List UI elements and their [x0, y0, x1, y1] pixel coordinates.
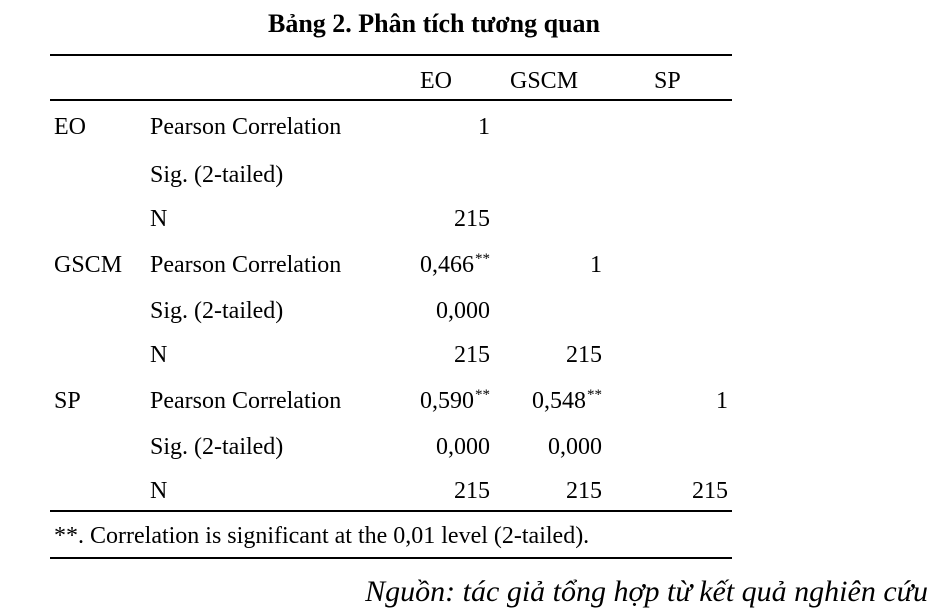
table-cell: 1: [590, 252, 602, 278]
row-label-eo: EO: [54, 114, 86, 140]
table-cell: 215: [692, 478, 728, 504]
significance-mark: **: [475, 387, 490, 403]
stat-label: Sig. (2-tailed): [150, 162, 284, 188]
row-label-sp: SP: [54, 388, 81, 414]
significance-mark: **: [475, 251, 490, 267]
table-title: Bảng 2. Phân tích tương quan: [268, 9, 600, 38]
table-cell: 0,000: [436, 434, 490, 460]
stat-label: Pearson Correlation: [150, 252, 342, 278]
table-cell: 0,000: [548, 434, 602, 460]
table-cell: 215: [454, 206, 490, 232]
table-cell: 0,466**: [420, 251, 490, 278]
table-cell: 1: [478, 114, 490, 140]
stat-label: Pearson Correlation: [150, 114, 342, 140]
column-header-gscm: GSCM: [510, 68, 579, 94]
table-bottom-rule: [50, 510, 732, 512]
table-top-rule: [50, 54, 732, 56]
table-cell: 215: [454, 342, 490, 368]
table-cell: 215: [566, 478, 602, 504]
stat-label: N: [150, 206, 168, 232]
column-header-sp: SP: [654, 68, 681, 94]
source-caption: Nguồn: tác giả tổng hợp từ kết quả nghiên cứu: [365, 575, 928, 608]
table-cell: 215: [454, 478, 490, 504]
table-cell: 0,548**: [532, 387, 602, 414]
significance-mark: **: [587, 387, 602, 403]
table-cell: 0,590**: [420, 387, 490, 414]
header-rule: [50, 99, 732, 101]
stat-label: Pearson Correlation: [150, 388, 342, 414]
stat-label: N: [150, 342, 168, 368]
stat-label: Sig. (2-tailed): [150, 298, 284, 324]
table-cell: 0,000: [436, 298, 490, 324]
column-header-eo: EO: [420, 68, 452, 94]
table-cell: 1: [716, 388, 728, 414]
row-label-gscm: GSCM: [54, 252, 123, 278]
stat-label: Sig. (2-tailed): [150, 434, 284, 460]
footnote-rule: [50, 557, 732, 559]
table-cell: 215: [566, 342, 602, 368]
stat-label: N: [150, 478, 168, 504]
table-footnote: **. Correlation is significant at the 0,01 level (2-tailed).: [54, 523, 590, 549]
